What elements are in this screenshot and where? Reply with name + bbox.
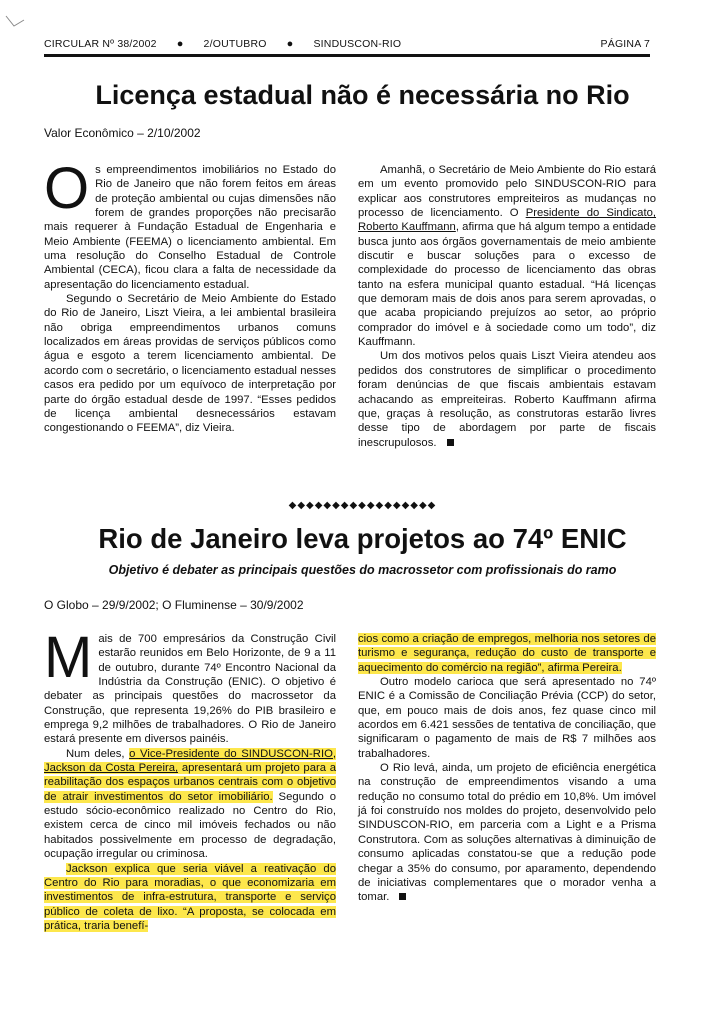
paragraph-text: , afirma que há algum tempo a entidade busca junto aos órgãos governamentais de meio ambiente discutir e buscar soluções para o excesso de complexidade do processo de licenciamento das obras tanto na esfera municipal quanto estadual. “Há licenças que demoram mais de dois anos para serem aprovadas, o que acaba propiciando prejuízos ao setor, ao próprio comprador do imóvel e à sociedade como um todo”, diz Kauffmann. — [358, 221, 656, 349]
article-1-column-left — [44, 156, 336, 436]
paragraph-text: Num deles, — [66, 747, 130, 760]
end-mark-icon — [447, 439, 454, 446]
article-2-subtitle: Objetivo é debater as principais questões do macrossetor com profissionais do ramo — [108, 563, 617, 577]
paragraph-text: Segundo o estudo sócio-econômico realizado no Centro do Rio, existem cerca de cinco mil imóveis fechados ou não habitados possivelmente em processo de degradação, ocupação irregular ou criminosa. — [44, 790, 336, 861]
paragraph-text: s empreendimentos imobiliários no Estado do Rio de Janeiro que não forem feitos em áreas de proteção ambiental ou cujas dimensões não forem de grandes proporções não precisarão mais requerer à Fundação Estadual de Engenharia e Meio Ambiente (FEEMA) o licenciamento ambiental. Em uma resolução do Conselho Estadual de Controle Ambiental (CECA), ficou clara a falta de necessidade da apresentação do licenciamento estadual. — [44, 164, 336, 291]
paragraph-text: Amanhã, o Secretário de Meio Ambiente do Rio estará em um evento promovido pelo SINDUSCON-RIO para explicar aos construtores empreiteiros as mudanças no processo de licenciamento. O — [358, 164, 656, 220]
article-2-paragraph — [44, 862, 336, 934]
header-rule — [44, 54, 650, 57]
dropcap: M — [44, 625, 93, 690]
article-1-paragraph: Segundo o Secretário de Meio Ambiente do Estado do Rio de Janeiro, Liszt Vieira, a lei ambiental brasileira não obriga empreendimentos urbanos comuns localizados em áreas providas de serviços públicos como água e esgoto a terem licenciamento ambiental. De acordo com o secretário, o licenciamento estadual nesses casos era pedido por um equívoco de interpretação por parte do órgão estadual desde de 1997. “Esses pedidos de licença ambiental desnecessários estavam congestionando o FEEMA”, diz Vieira. — [44, 293, 336, 435]
article-2-source: O Globo – 29/9/2002; O Fluminense – 30/9/2002 — [44, 598, 304, 612]
end-mark-icon — [399, 893, 406, 900]
bullet-icon: ● — [286, 38, 294, 50]
article-2-paragraph: Outro modelo carioca que será apresentado no 74º ENIC é a Comissão de Conciliação Prévia (CCP) do setor, que, em pouco mais de dois anos, fez quase cinco mil acordos em 6.421 sessões de tentativa de conciliação, que significaram o pagamento de mais de R$ 7 milhões aos trabalhadores. — [358, 676, 656, 760]
page-number: PÁGINA 7 — [600, 38, 650, 50]
article-2-column-left — [44, 625, 337, 933]
header-left — [44, 38, 401, 50]
article-1-column-right — [358, 163, 656, 450]
dropcap: O — [44, 156, 90, 221]
highlighted-text: cios como a criação de empregos, melhoria nos setores de turismo e segurança, redução do custo de transporte e aquecimento do comércio na região”, afirma Pereira. — [358, 633, 656, 674]
article-1-paragraph — [358, 349, 656, 449]
article-2-paragraph — [358, 632, 656, 675]
article-1-source: Valor Econômico – 2/10/2002 — [44, 126, 201, 140]
article-2-paragraph — [44, 747, 336, 862]
highlighted-text: Jackson explica que seria viável a reativação do Centro do Rio para moradias, o que economizaria em investimentos de infra-estrutura, transporte e serviço público de coleta de lixo. “A proposta, se colocada em prática, traria benefí- — [44, 862, 336, 932]
bullet-icon: ● — [176, 38, 184, 50]
article-1-paragraph — [44, 156, 336, 292]
article-2-title: Rio de Janeiro leva projetos ao 74º ENIC — [98, 523, 627, 554]
highlighted-vice-president: o Vice-Presidente do SINDUSCON-RIO, Jackson da Costa Pereira, — [44, 747, 337, 775]
circular-date: 2/OUTUBRO — [203, 38, 267, 50]
article-2-column-right — [358, 632, 656, 905]
section-separator: ◆◆◆◆◆◆◆◆◆◆◆◆◆◆◆◆◆ — [288, 500, 437, 511]
paragraph-text: Um dos motivos pelos quais Liszt Vieira atendeu aos pedidos dos construtores de simplificar o procedimento foram denúncias de que fiscais ambientais estavam achacando as empreiteiras. Roberto Kauffmann afirma que, graças à resolução, as construtoras estarão livres desse tipo de abordagem por parte de fiscais inescrupulosos. — [358, 350, 656, 449]
pen-mark-icon — [4, 14, 26, 30]
president-name: Presidente do Sindicato, Roberto Kauffmann — [358, 207, 657, 234]
article-2-paragraph — [358, 761, 656, 904]
highlighted-text: apresentará um projeto para a reabilitação dos espaços urbanos centrais com o objetivo de atrair investimentos do setor imobiliário. — [44, 762, 336, 803]
paragraph-text: O Rio levá, ainda, um projeto de eficiência energética na construção de empreendimentos visando a uma redução no consumo total do prédio em 10,8%. Um imóvel já foi construído nos moldes do projeto, desenvolvido pelo SINDUSCON-RIO, em parceria com a Light e a Prisma Construtora. Com as soluções alternativas à diminuição de consumo aplicadas constatou-se que a redução pode chegar a 35% do consumo, por aparamento, dependendo de iniciativas complementares que o morador venha a tomar. — [358, 762, 656, 904]
article-2-paragraph — [44, 625, 336, 747]
page-header — [44, 38, 650, 50]
circular-number: CIRCULAR Nº 38/2002 — [44, 38, 157, 50]
article-1-title: Licença estadual não é necessária no Rio — [95, 80, 630, 110]
paragraph-text: ais de 700 empresários da Construção Civil estarão reunidos em Belo Horizonte, de 9 a 11 de outubro, durante 74º Encontro Nacional da Indústria da Construção (ENIC). O objetivo é debater as principais questões do macrossetor da Construção, que representa 19,26% do PIB brasileiro e emprega 9,2 milhões de trabalhadores. O Rio de Janeiro estará presente em diversos painéis. — [44, 633, 336, 746]
organization-name: SINDUSCON-RIO — [313, 38, 402, 50]
article-1-paragraph — [358, 163, 656, 349]
